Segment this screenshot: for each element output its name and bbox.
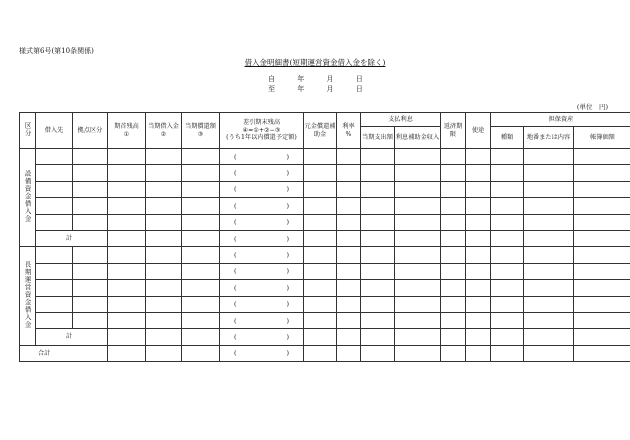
cell-term[interactable] [441, 312, 466, 328]
header-use: 使途 [466, 113, 491, 149]
cell-opening[interactable] [108, 296, 146, 312]
cell-rate[interactable] [337, 247, 361, 263]
period-to-year: 年 [297, 85, 305, 93]
form-number: 様式第6号(第10条関係) [19, 47, 94, 55]
closing-parentheses [220, 333, 303, 341]
total-col-type[interactable] [491, 345, 524, 361]
cell-interest-paid[interactable] [361, 198, 395, 214]
header-opening-no: ① [123, 130, 130, 138]
document-title: 借入金明細書(短期運営資金借入金を除く) [244, 58, 386, 67]
cell-use[interactable] [466, 181, 491, 197]
cell-site[interactable] [73, 312, 108, 328]
cell-borrowed[interactable] [146, 312, 182, 328]
subtotal-col-type[interactable] [491, 230, 524, 246]
cell-col-type[interactable] [491, 312, 524, 328]
paren-close: ) [286, 169, 289, 178]
paren-open: ( [234, 152, 237, 161]
paren-close: ) [286, 234, 289, 243]
subtotal-row [20, 329, 630, 345]
total-use[interactable] [466, 345, 491, 361]
cell-rate[interactable] [337, 280, 361, 296]
header-interest: 支払利息 [361, 113, 441, 127]
cell-interest-paid[interactable] [361, 149, 395, 165]
paren-open: ( [234, 250, 237, 259]
cell-repaid[interactable] [182, 165, 220, 181]
closing-parentheses [220, 235, 303, 243]
cell-repaid[interactable] [182, 198, 220, 214]
cell-repaid[interactable] [182, 280, 220, 296]
cell-col-type[interactable] [491, 198, 524, 214]
cell-repaid[interactable] [182, 296, 220, 312]
cell-subsidy[interactable] [304, 214, 337, 230]
cell-lender[interactable] [36, 214, 73, 230]
cell-col-type[interactable] [491, 149, 524, 165]
header-repaid-text: 当期償還額 [185, 122, 216, 130]
cell-use[interactable] [466, 263, 491, 279]
period-from-day: 日 [355, 75, 363, 83]
cell-borrowed[interactable] [146, 165, 182, 181]
cell-interest-subsidy[interactable] [395, 198, 441, 214]
cell-opening[interactable] [108, 198, 146, 214]
paren-open: ( [234, 349, 237, 358]
cell-col-type[interactable] [491, 181, 524, 197]
header-term: 返済期限 [441, 113, 466, 149]
header-col-type: 種類 [491, 127, 524, 149]
cell-col-type[interactable] [491, 296, 524, 312]
subtotal-col-book[interactable] [574, 329, 630, 345]
total-repaid[interactable] [182, 345, 220, 361]
cell-subsidy[interactable] [304, 312, 337, 328]
header-repaid-no: ③ [197, 130, 204, 138]
cell-lender[interactable] [36, 247, 73, 263]
cell-col-type[interactable] [491, 247, 524, 263]
cell-subsidy[interactable] [304, 263, 337, 279]
subtotal-label: 計 [36, 230, 108, 246]
cell-repaid[interactable] [182, 247, 220, 263]
section-label [20, 149, 36, 247]
cell-term[interactable] [441, 198, 466, 214]
cell-interest-subsidy[interactable] [395, 214, 441, 230]
subtotal-col-type[interactable] [491, 329, 524, 345]
total-col-lot[interactable] [524, 345, 574, 361]
cell-closing[interactable] [220, 312, 304, 328]
header-opening-text: 期首残高 [114, 122, 139, 130]
cell-use[interactable] [466, 149, 491, 165]
cell-interest-subsidy[interactable] [395, 149, 441, 165]
cell-rate[interactable] [337, 263, 361, 279]
cell-borrowed[interactable] [146, 198, 182, 214]
paren-close: ) [286, 152, 289, 161]
section-label [20, 247, 36, 345]
period-from-label: 自 [268, 75, 275, 83]
subtotal-interest-subsidy[interactable] [395, 329, 441, 345]
header-site: 拠点区分 [73, 113, 108, 149]
closing-parentheses [220, 185, 303, 193]
cell-term[interactable] [441, 181, 466, 197]
table-row [20, 296, 630, 312]
cell-term[interactable] [441, 165, 466, 181]
cell-opening[interactable] [108, 312, 146, 328]
paren-open: ( [234, 201, 237, 210]
subtotal-term[interactable] [441, 230, 466, 246]
cell-interest-paid[interactable] [361, 247, 395, 263]
cell-opening[interactable] [108, 165, 146, 181]
cell-subsidy[interactable] [304, 181, 337, 197]
closing-parentheses [220, 202, 303, 210]
cell-use[interactable] [466, 247, 491, 263]
cell-rate[interactable] [337, 296, 361, 312]
cell-rate[interactable] [337, 165, 361, 181]
subtotal-rate[interactable] [337, 329, 361, 345]
cell-closing[interactable] [220, 165, 304, 181]
cell-col-book[interactable] [574, 296, 630, 312]
cell-col-lot[interactable] [524, 165, 574, 181]
subtotal-col-lot[interactable] [524, 230, 574, 246]
subtotal-opening[interactable] [108, 329, 146, 345]
cell-col-book[interactable] [574, 181, 630, 197]
cell-closing[interactable] [220, 181, 304, 197]
cell-interest-subsidy[interactable] [395, 181, 441, 197]
grand-total-label: 合計 [20, 345, 108, 361]
cell-lender[interactable] [36, 263, 73, 279]
cell-interest-paid[interactable] [361, 263, 395, 279]
cell-opening[interactable] [108, 149, 146, 165]
cell-closing[interactable] [220, 198, 304, 214]
header-kubun-text: 区分 [23, 121, 32, 137]
cell-opening[interactable] [108, 247, 146, 263]
cell-col-lot[interactable] [524, 312, 574, 328]
cell-site[interactable] [73, 198, 108, 214]
closing-parentheses [220, 218, 303, 226]
cell-col-lot[interactable] [524, 280, 574, 296]
total-closing[interactable] [220, 345, 304, 361]
cell-col-book[interactable] [574, 312, 630, 328]
cell-col-book[interactable] [574, 247, 630, 263]
header-opening [108, 113, 146, 149]
paren-close: ) [286, 349, 289, 358]
cell-closing[interactable] [220, 280, 304, 296]
cell-use[interactable] [466, 312, 491, 328]
paren-open: ( [234, 332, 237, 341]
cell-subsidy[interactable] [304, 165, 337, 181]
cell-term[interactable] [441, 296, 466, 312]
cell-closing[interactable] [220, 149, 304, 165]
cell-rate[interactable] [337, 181, 361, 197]
subtotal-term[interactable] [441, 329, 466, 345]
cell-lender[interactable] [36, 198, 73, 214]
subtotal-opening[interactable] [108, 230, 146, 246]
period-to-label: 至 [268, 85, 275, 93]
cell-lender[interactable] [36, 165, 73, 181]
cell-col-type[interactable] [491, 165, 524, 181]
cell-col-lot[interactable] [524, 181, 574, 197]
cell-interest-subsidy[interactable] [395, 165, 441, 181]
header-borrowed-text: 当期借入金 [148, 122, 179, 130]
cell-col-book[interactable] [574, 165, 630, 181]
closing-parentheses [220, 300, 303, 308]
table-row [20, 198, 630, 214]
cell-interest-subsidy[interactable] [395, 263, 441, 279]
header-col-book: 帳簿価額 [574, 127, 630, 149]
cell-subsidy[interactable] [304, 280, 337, 296]
total-opening[interactable] [108, 345, 146, 361]
paren-close: ) [286, 218, 289, 227]
subtotal-interest-subsidy[interactable] [395, 230, 441, 246]
paren-close: ) [286, 185, 289, 194]
section-label-text: 設備資金借入金 [23, 170, 32, 223]
closing-parentheses [220, 349, 303, 357]
table-row [20, 214, 630, 230]
cell-use[interactable] [466, 165, 491, 181]
cell-site[interactable] [73, 247, 108, 263]
cell-term[interactable] [441, 149, 466, 165]
paren-open: ( [234, 283, 237, 292]
cell-subsidy[interactable] [304, 149, 337, 165]
total-rate[interactable] [337, 345, 361, 361]
header-repaid [182, 113, 220, 149]
cell-col-lot[interactable] [524, 198, 574, 214]
total-col-book[interactable] [574, 345, 630, 361]
subtotal-borrowed[interactable] [146, 230, 182, 246]
cell-col-type[interactable] [491, 214, 524, 230]
total-subsidy[interactable] [304, 345, 337, 361]
header-closing-formula: ④=①+②−③ [242, 126, 281, 134]
cell-use[interactable] [466, 214, 491, 230]
paren-close: ) [286, 250, 289, 259]
cell-col-book[interactable] [574, 149, 630, 165]
header-closing [220, 113, 304, 149]
closing-parentheses [220, 267, 303, 275]
cell-interest-paid[interactable] [361, 214, 395, 230]
header-kubun [20, 113, 36, 149]
cell-term[interactable] [441, 280, 466, 296]
subtotal-repaid[interactable] [182, 329, 220, 345]
header-interest-subsidy: 利息補助金収入 [395, 127, 441, 149]
cell-opening[interactable] [108, 280, 146, 296]
period-to [268, 84, 363, 94]
table-row [20, 280, 630, 296]
cell-borrowed[interactable] [146, 149, 182, 165]
subtotal-use[interactable] [466, 329, 491, 345]
subtotal-closing[interactable] [220, 230, 304, 246]
cell-interest-paid[interactable] [361, 280, 395, 296]
cell-closing[interactable] [220, 296, 304, 312]
paren-open: ( [234, 169, 237, 178]
subtotal-use[interactable] [466, 230, 491, 246]
subtotal-label: 計 [36, 329, 108, 345]
closing-parentheses [220, 251, 303, 259]
subtotal-closing[interactable] [220, 329, 304, 345]
subtotal-row [20, 230, 630, 246]
closing-parentheses [220, 169, 303, 177]
total-interest-subsidy[interactable] [395, 345, 441, 361]
header-closing-text: 差引期末残高 [242, 118, 281, 126]
cell-site[interactable] [73, 296, 108, 312]
subtotal-interest-paid[interactable] [361, 230, 395, 246]
cell-col-book[interactable] [574, 198, 630, 214]
cell-rate[interactable] [337, 214, 361, 230]
cell-col-lot[interactable] [524, 263, 574, 279]
cell-interest-paid[interactable] [361, 296, 395, 312]
cell-rate[interactable] [337, 198, 361, 214]
cell-borrowed[interactable] [146, 280, 182, 296]
cell-subsidy[interactable] [304, 198, 337, 214]
header-rate-unit: % [345, 130, 352, 138]
cell-repaid[interactable] [182, 263, 220, 279]
paren-open: ( [234, 218, 237, 227]
cell-site[interactable] [73, 280, 108, 296]
total-borrowed[interactable] [146, 345, 182, 361]
closing-parentheses [220, 284, 303, 292]
paren-close: ) [286, 332, 289, 341]
cell-borrowed[interactable] [146, 247, 182, 263]
table-row [20, 312, 630, 328]
section-label-text: 長期運営資金借入金 [23, 260, 32, 329]
cell-col-lot[interactable] [524, 247, 574, 263]
cell-col-lot[interactable] [524, 214, 574, 230]
cell-interest-paid[interactable] [361, 312, 395, 328]
cell-lender[interactable] [36, 312, 73, 328]
cell-rate[interactable] [337, 149, 361, 165]
header-subsidy: 元金償還補助金 [304, 113, 337, 149]
cell-repaid[interactable] [182, 149, 220, 165]
subtotal-interest-paid[interactable] [361, 329, 395, 345]
period-from-year: 年 [297, 75, 305, 83]
cell-repaid[interactable] [182, 214, 220, 230]
period-from-month: 月 [326, 75, 334, 83]
paren-open: ( [234, 300, 237, 309]
header-closing-note: (うち1年以内償還予定額) [226, 134, 297, 142]
cell-borrowed[interactable] [146, 181, 182, 197]
table-row [20, 165, 630, 181]
cell-col-type[interactable] [491, 263, 524, 279]
total-term[interactable] [441, 345, 466, 361]
total-interest-paid[interactable] [361, 345, 395, 361]
header-borrowed [146, 113, 182, 149]
cell-interest-paid[interactable] [361, 165, 395, 181]
header-interest-paid: 当期支出額 [361, 127, 395, 149]
cell-col-type[interactable] [491, 280, 524, 296]
cell-site[interactable] [73, 214, 108, 230]
cell-col-book[interactable] [574, 263, 630, 279]
cell-lender[interactable] [36, 296, 73, 312]
cell-use[interactable] [466, 296, 491, 312]
cell-closing[interactable] [220, 214, 304, 230]
subtotal-repaid[interactable] [182, 230, 220, 246]
cell-interest-subsidy[interactable] [395, 312, 441, 328]
header-rate-text: 利率 [342, 122, 355, 130]
cell-repaid[interactable] [182, 312, 220, 328]
cell-term[interactable] [441, 247, 466, 263]
cell-interest-subsidy[interactable] [395, 247, 441, 263]
paren-close: ) [286, 283, 289, 292]
header-collateral: 担保資産 [491, 113, 630, 127]
cell-borrowed[interactable] [146, 263, 182, 279]
table-row [20, 149, 630, 165]
cell-use[interactable] [466, 280, 491, 296]
paren-close: ) [286, 267, 289, 276]
cell-col-book[interactable] [574, 280, 630, 296]
cell-interest-subsidy[interactable] [395, 280, 441, 296]
cell-opening[interactable] [108, 181, 146, 197]
cell-interest-paid[interactable] [361, 181, 395, 197]
cell-col-lot[interactable] [524, 149, 574, 165]
period-from [268, 74, 363, 84]
cell-site[interactable] [73, 181, 108, 197]
paren-close: ) [286, 316, 289, 325]
cell-subsidy[interactable] [304, 296, 337, 312]
cell-site[interactable] [73, 149, 108, 165]
cell-rate[interactable] [337, 312, 361, 328]
cell-opening[interactable] [108, 214, 146, 230]
subtotal-col-book[interactable] [574, 230, 630, 246]
table-row [20, 263, 630, 279]
paren-close: ) [286, 300, 289, 309]
cell-term[interactable] [441, 263, 466, 279]
period-to-day: 日 [355, 85, 363, 93]
header-lender: 借入先 [36, 113, 73, 149]
cell-opening[interactable] [108, 263, 146, 279]
cell-col-lot[interactable] [524, 296, 574, 312]
closing-parentheses [220, 317, 303, 325]
grand-total-row [20, 345, 630, 361]
cell-term[interactable] [441, 214, 466, 230]
table-row [20, 181, 630, 197]
paren-open: ( [234, 234, 237, 243]
subtotal-subsidy[interactable] [304, 230, 337, 246]
cell-interest-subsidy[interactable] [395, 296, 441, 312]
cell-closing[interactable] [220, 263, 304, 279]
header-rate [337, 113, 361, 149]
paren-close: ) [286, 201, 289, 210]
subtotal-subsidy[interactable] [304, 329, 337, 345]
paren-open: ( [234, 316, 237, 325]
paren-open: ( [234, 267, 237, 276]
unit-label: (単位 円) [576, 103, 608, 111]
subtotal-rate[interactable] [337, 230, 361, 246]
subtotal-borrowed[interactable] [146, 329, 182, 345]
cell-borrowed[interactable] [146, 214, 182, 230]
cell-lender[interactable] [36, 280, 73, 296]
cell-use[interactable] [466, 198, 491, 214]
header-borrowed-no: ② [160, 130, 167, 138]
cell-col-book[interactable] [574, 214, 630, 230]
period-to-month: 月 [326, 85, 334, 93]
closing-parentheses [220, 153, 303, 161]
cell-closing[interactable] [220, 247, 304, 263]
loan-ledger-table [19, 112, 630, 362]
header-col-lot: 地番または内容 [524, 127, 574, 149]
paren-open: ( [234, 185, 237, 194]
subtotal-col-lot[interactable] [524, 329, 574, 345]
cell-site[interactable] [73, 165, 108, 181]
cell-repaid[interactable] [182, 181, 220, 197]
cell-subsidy[interactable] [304, 247, 337, 263]
cell-site[interactable] [73, 263, 108, 279]
cell-borrowed[interactable] [146, 296, 182, 312]
cell-lender[interactable] [36, 181, 73, 197]
cell-lender[interactable] [36, 149, 73, 165]
table-row [20, 247, 630, 263]
